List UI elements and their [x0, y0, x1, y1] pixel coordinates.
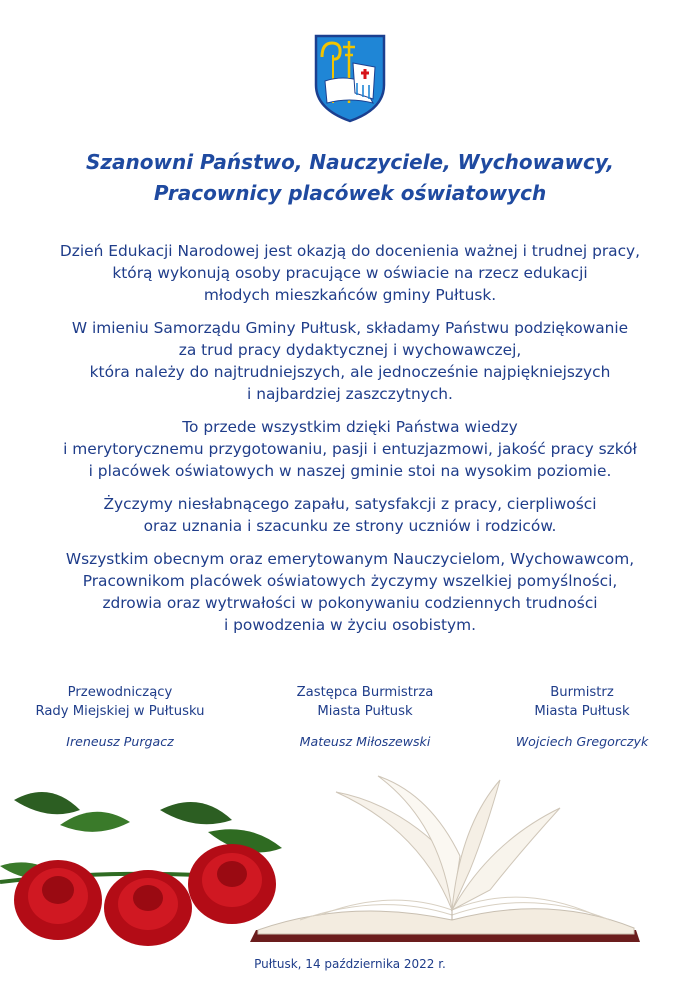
- text-line: Wszystkim obecnym oraz emerytowanym Nauczycielom, Wychowawcom,: [65, 550, 635, 568]
- text-line: młodych mieszkańców gminy Pułtusk.: [203, 286, 497, 304]
- signature-mayor: [467, 683, 697, 751]
- text-line: i najbardziej zaszczytnych.: [247, 385, 453, 403]
- text-line: oraz uznania i szacunku ze strony uczniów i rodziców.: [143, 517, 557, 535]
- rose-icon: [14, 860, 102, 940]
- text-line: i placówek oświatowych w naszej gminie stoi na wysokim poziomie.: [88, 462, 612, 480]
- signature-name: Ireneusz Purgacz: [66, 734, 174, 749]
- letter-body: [0, 240, 700, 647]
- text-line: To przede wszystkim dzięki Państwa wiedzy: [182, 418, 518, 436]
- roses-and-book-illustration: [0, 770, 700, 950]
- text-line: która należy do najtrudniejszych, ale jednocześnie najpiękniejszych: [89, 363, 611, 381]
- signature-name: Mateusz Miłoszewski: [299, 734, 431, 749]
- coat-of-arms: [313, 33, 387, 123]
- paragraph-3: [0, 416, 700, 482]
- text-line: i merytorycznemu przygotowaniu, pasji i entuzjazmowi, jakość pracy szkół: [63, 440, 637, 458]
- text-line: którą wykonują osoby pracujące w oświacie na rzecz edukacji: [112, 264, 588, 282]
- date-place: Pułtusk, 14 października 2022 r.: [254, 957, 446, 971]
- text-line: Życzymy niesłabnącego zapału, satysfakcji z pracy, cierpliwości: [103, 495, 597, 513]
- signature-title: Miasta Pułtusk: [534, 704, 630, 719]
- signature-title: Rady Miejskiej w Pułtusku: [35, 704, 205, 719]
- text-line: Dzień Edukacji Narodowej jest okazją do docenienia ważnej i trudnej pracy,: [59, 242, 641, 260]
- signature-title: Miasta Pułtusk: [317, 704, 413, 719]
- rose-icon: [104, 870, 192, 946]
- signature-council-chairman: [5, 683, 235, 751]
- signature-deputy-mayor: [250, 683, 480, 751]
- signature-title: Zastępca Burmistrza: [296, 685, 434, 700]
- text-line: W imieniu Samorządu Gminy Pułtusk, składamy Państwu podziękowanie: [71, 319, 629, 337]
- text-line: Pracownikom placówek oświatowych życzymy wszelkiej pomyślności,: [82, 572, 618, 590]
- signature-title: Burmistrz: [550, 685, 614, 700]
- rose-icon: [188, 844, 276, 924]
- text-line: zdrowia oraz wytrwałości w pokonywaniu codziennych trudności: [102, 594, 598, 612]
- signature-name: Wojciech Gregorczyk: [515, 734, 649, 749]
- paragraph-5: [0, 548, 700, 636]
- open-book-icon: [250, 776, 640, 942]
- paragraph-2: [0, 317, 700, 405]
- text-line: i powodzenia w życiu osobistym.: [223, 616, 477, 634]
- paragraph-4: [0, 493, 700, 537]
- signature-title: Przewodniczący: [67, 685, 173, 700]
- text-line: za trud pracy dydaktycznej i wychowawczej,: [178, 341, 522, 359]
- paragraph-1: [0, 240, 700, 306]
- greeting-heading-line-2: Pracownicy placówek oświatowych: [153, 181, 547, 205]
- greeting-heading-line-1: Szanowni Państwo, Nauczyciele, Wychowawcy,: [86, 150, 614, 174]
